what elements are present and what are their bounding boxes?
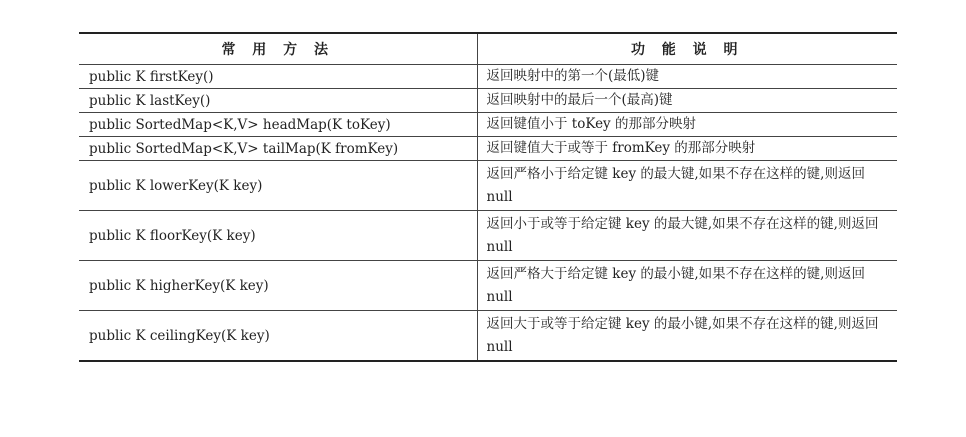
method-cell: public SortedMap<K,V> headMap(K toKey) [79,113,477,137]
description-cell: 返回映射中的第一个(最低)键 [477,65,897,89]
methods-table-container [79,32,897,362]
method-cell: public K higherKey(K key) [79,261,477,311]
table-row [79,161,897,211]
method-cell: public SortedMap<K,V> tailMap(K fromKey) [79,137,477,161]
description-cell: 返回映射中的最后一个(最高)键 [477,89,897,113]
table-row [79,311,897,362]
method-cell: public K floorKey(K key) [79,211,477,261]
method-cell: public K ceilingKey(K key) [79,311,477,362]
description-cell: 返回严格小于给定键 key 的最大键,如果不存在这样的键,则返回 null [477,161,897,211]
description-cell: 返回小于或等于给定键 key 的最大键,如果不存在这样的键,则返回 null [477,211,897,261]
methods-table [79,32,897,362]
table-row [79,89,897,113]
description-cell: 返回键值小于 toKey 的那部分映射 [477,113,897,137]
header-common-methods: 常 用 方 法 [79,33,477,65]
description-cell: 返回大于或等于给定键 key 的最小键,如果不存在这样的键,则返回 null [477,311,897,362]
table-row [79,65,897,89]
table-row [79,137,897,161]
method-cell: public K lowerKey(K key) [79,161,477,211]
table-row [79,211,897,261]
description-cell: 返回严格大于给定键 key 的最小键,如果不存在这样的键,则返回 null [477,261,897,311]
method-cell: public K lastKey() [79,89,477,113]
table-header-row [79,33,897,65]
description-cell: 返回键值大于或等于 fromKey 的那部分映射 [477,137,897,161]
table-row [79,113,897,137]
table-row [79,261,897,311]
header-function-description: 功 能 说 明 [477,33,897,65]
method-cell: public K firstKey() [79,65,477,89]
